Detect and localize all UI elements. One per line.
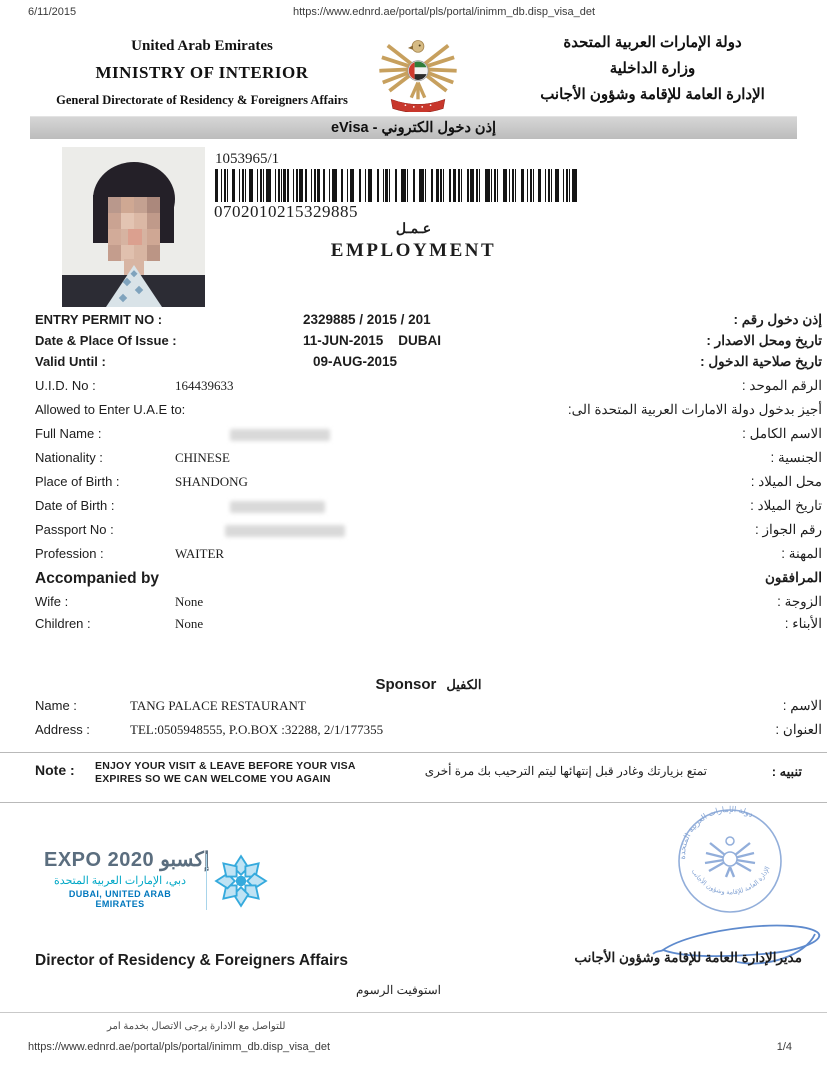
directorate-name-ar: الإدارة العامة للإقامة وشؤون الأجانب (540, 86, 765, 103)
director-title-ar: مديرالإدارة العامة للإقامة وشؤون الأجانب (574, 950, 802, 965)
barcode-number: 0702010215329885 (214, 202, 358, 221)
field-label-ar: تاريخ الميلاد : (750, 498, 822, 513)
field-value: CHINESE (175, 450, 230, 465)
section-heading: Accompanied by (35, 570, 160, 587)
note-section (0, 752, 827, 803)
field-row-wife (35, 594, 822, 616)
field-label: Allowed to Enter U.A.E to: (35, 402, 186, 417)
field-label-ar: تاريخ ومحل الاصدار : (706, 333, 822, 348)
field-value: None (175, 594, 204, 609)
svg-text:دولة الإمارات العربية المتحدة (678, 805, 755, 860)
field-value: 09-AUG-2015 (313, 354, 398, 369)
footer-divider (0, 1012, 827, 1013)
note-text (95, 760, 356, 786)
note-text-ar: تمتع بزيارتك وغادر قبل إنتهائها ليتم الترحيب بك مرة أخرى (424, 764, 707, 778)
field-label: Place of Birth : (35, 474, 120, 489)
director-title-en: Director of Residency & Foreigners Affairs (35, 952, 348, 969)
ministry-name: MINISTRY OF INTERIOR (95, 63, 309, 82)
expo-subtitle-en: DUBAI, UNITED ARAB EMIRATES (68, 889, 172, 909)
field-row-nationality (35, 450, 822, 474)
field-value-redacted (175, 426, 522, 442)
ministry-name-ar: وزارة الداخلية (609, 60, 696, 77)
footer-contact-ar: للتواصل مع الادارة يرجى الاتصال بخدمة امر (107, 1021, 286, 1032)
field-label: Passport No : (35, 522, 114, 537)
sponsor-heading (0, 676, 827, 693)
field-row-issue (35, 333, 822, 354)
field-row-birthdate (35, 498, 822, 522)
field-row-allowed (35, 402, 822, 426)
field-value: 11-JUN-2015 DUBAI (303, 333, 442, 348)
field-label-ar: الأبناء : (784, 616, 822, 631)
redaction-blur (230, 501, 325, 513)
field-label: Address : (35, 722, 90, 737)
field-label-ar: أجيز بدخول دولة الامارات العربية المتحدة الى: (567, 402, 822, 417)
permit-fields (35, 312, 822, 638)
field-label-ar: العنوان : (775, 722, 822, 737)
field-row-children (35, 616, 822, 638)
page-number: 1/4 (776, 1041, 792, 1053)
field-label-ar: الجنسية : (770, 450, 822, 465)
field-value: SHANDONG (175, 474, 248, 489)
note-text-line2: EXPIRES SO WE CAN WELCOME YOU AGAIN (95, 773, 331, 785)
sponsor-heading-ar: الكفيل (446, 677, 482, 692)
field-label: U.I.D. No : (35, 378, 96, 393)
evisa-title-banner: eVisa - إذن دخول الكتروني (30, 116, 797, 139)
field-label-ar: رقم الجواز : (754, 522, 822, 537)
note-text-line1: ENJOY YOUR VISIT & LEAVE BEFORE YOUR VISA (95, 760, 356, 772)
field-label: ENTRY PERMIT NO : (35, 312, 163, 327)
expo2020-rosette-icon (214, 854, 268, 908)
field-value-redacted (175, 498, 522, 514)
letterhead-english (28, 38, 376, 108)
visa-type-english: EMPLOYMENT (330, 240, 497, 261)
directorate-name: General Directorate of Residency & Foreigners Affairs (56, 93, 348, 107)
section-heading-ar: المرافقون (764, 570, 822, 585)
field-value: TEL:0505948555, P.O.BOX :32288, 2/1/177355 (130, 722, 384, 737)
sponsor-heading-en: Sponsor (375, 676, 437, 693)
field-label-ar: الاسم الكامل : (742, 426, 822, 441)
field-row-profession (35, 546, 822, 570)
field-label: Full Name : (35, 426, 102, 441)
field-row-birthplace (35, 474, 822, 498)
file-number: 1053965/1 (215, 151, 280, 167)
field-row-passport (35, 522, 822, 546)
stamp-text-bottom: الإدارة العامة للإقامة وشؤون الأجانب (689, 865, 772, 897)
country-name-ar: دولة الإمارات العربية المتحدة (563, 34, 742, 51)
field-label-ar: إذن دخول رقم : (733, 312, 822, 327)
sponsor-address-row (35, 722, 822, 746)
print-date: 6/11/2015 (28, 6, 77, 18)
expo-subtitle-ar: دبي، الإمارات العربية المتحدة (54, 875, 186, 887)
field-value: 2329885 / 2015 / 201 (303, 312, 431, 327)
field-value-redacted (175, 522, 522, 538)
sponsor-name-row (35, 698, 822, 722)
uae-falcon-emblem-icon (376, 32, 460, 112)
field-label: Valid Until : (35, 354, 106, 369)
field-row-entry-permit (35, 312, 822, 333)
field-label: Nationality : (35, 450, 103, 465)
expo-logo-divider (206, 854, 207, 910)
field-label: Children : (35, 616, 91, 631)
field-label: Wife : (35, 594, 69, 609)
field-label-ar: الرقم الموحد : (741, 378, 822, 393)
code128-barcode-icon (215, 169, 579, 202)
field-label-ar: تاريخ صلاحية الدخول : (700, 354, 822, 369)
field-value: TANG PALACE RESTAURANT (130, 698, 306, 713)
note-label: Note : (35, 762, 75, 778)
accompanied-by-heading (35, 570, 822, 594)
field-label: Date of Birth : (35, 498, 115, 513)
field-label: Profession : (35, 546, 104, 561)
field-value: 164439633 (175, 378, 234, 393)
field-value: WAITER (175, 546, 225, 561)
field-label-ar: الاسم : (782, 698, 822, 713)
note-label-ar: تنبيه : (771, 764, 802, 779)
expo-title: EXPO 2020 إكسبو (44, 849, 210, 871)
field-row-full-name (35, 426, 822, 450)
field-value: None (175, 616, 204, 631)
sponsor-section (35, 698, 822, 746)
visa-type-arabic: عـمـل (395, 220, 432, 236)
field-label: Name : (35, 698, 77, 713)
uae-round-official-stamp-icon (672, 803, 792, 923)
blue-ink-signature-icon (645, 908, 827, 978)
fees-collected-note: استوفيت الرسوم (356, 983, 441, 997)
print-url-top: https://www.ednrd.ae/portal/pls/portal/inimm_db.disp_visa_det (293, 6, 596, 18)
redaction-blur (225, 525, 345, 537)
expo2020-logo (44, 847, 210, 909)
stamp-text-top: دولة الإمارات العربية المتحدة (677, 804, 755, 860)
field-label: Date & Place Of Issue : (35, 333, 177, 348)
letterhead-arabic (480, 33, 825, 111)
redaction-blur (230, 429, 330, 441)
field-label-ar: المهنة : (781, 546, 822, 561)
print-url-bottom: https://www.ednrd.ae/portal/pls/portal/inimm_db.disp_visa_det (28, 1041, 331, 1053)
field-label-ar: محل الميلاد : (750, 474, 822, 489)
field-row-uid (35, 378, 822, 402)
field-label-ar: الزوجة : (777, 594, 822, 609)
field-row-valid-until (35, 354, 822, 375)
country-name: United Arab Emirates (131, 38, 273, 54)
